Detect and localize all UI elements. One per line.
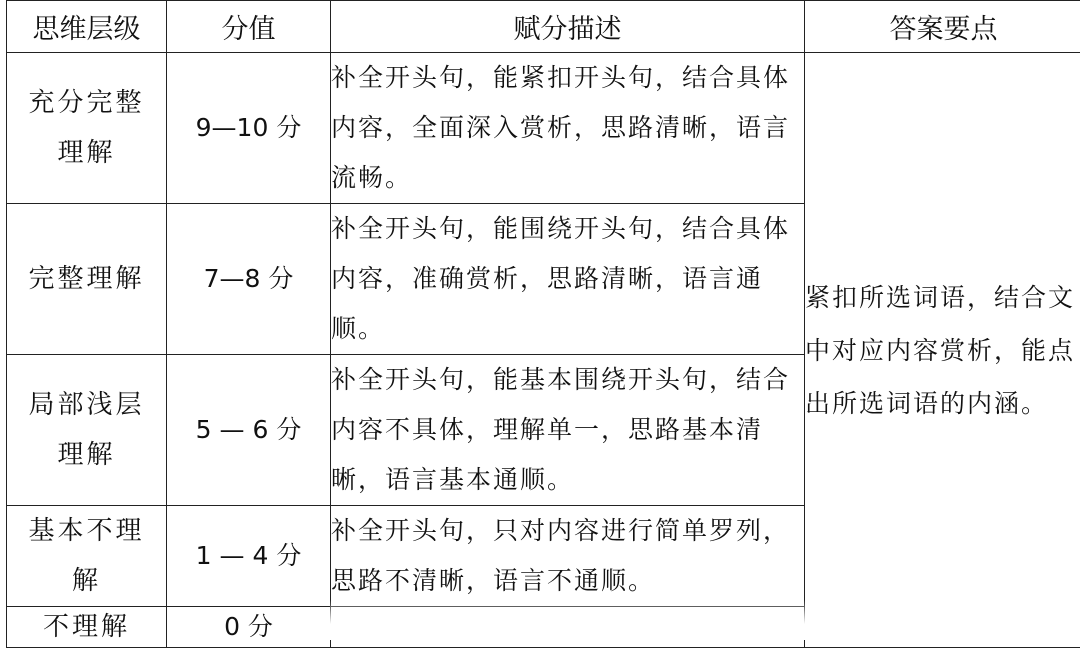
level-cell: 完整理解 [7,204,167,355]
description-cell: 补全开头句，能紧扣开头句，结合具体内容，全面深入赏析，思路清晰，语言流畅。 [331,53,805,204]
score-cell: 9—10 分 [167,53,331,204]
description-cell: 补全开头句，能围绕开头句，结合具体内容，准确赏析，思路清晰，语言通顺。 [331,204,805,355]
header-key-points: 答案要点 [805,1,1080,53]
rubric-table [6,0,1080,648]
bottom-fade-overlay [330,600,1080,640]
level-cell: 充分完整理解 [7,53,167,204]
header-row [7,1,1080,53]
key-points-cell: 紧扣所选词语，结合文中对应内容赏析，能点出所选词语的内涵。 [805,53,1080,648]
header-score: 分值 [167,1,331,53]
table-row [7,53,1080,204]
score-cell: 7—8 分 [167,204,331,355]
score-cell: 0 分 [167,607,331,648]
score-cell: 1 — 4 分 [167,506,331,607]
score-cell: 5 — 6 分 [167,355,331,506]
level-cell: 局部浅层理解 [7,355,167,506]
description-cell: 补全开头句，只对内容进行简单罗列，思路不清晰，语言不通顺。 [331,506,805,607]
header-description: 赋分描述 [331,1,805,53]
level-cell: 基本不理解 [7,506,167,607]
header-level: 思维层级 [7,1,167,53]
level-cell: 不理解 [7,607,167,648]
description-cell: 补全开头句，能基本围绕开头句，结合内容不具体，理解单一，思路基本清晰，语言基本通顺。 [331,355,805,506]
